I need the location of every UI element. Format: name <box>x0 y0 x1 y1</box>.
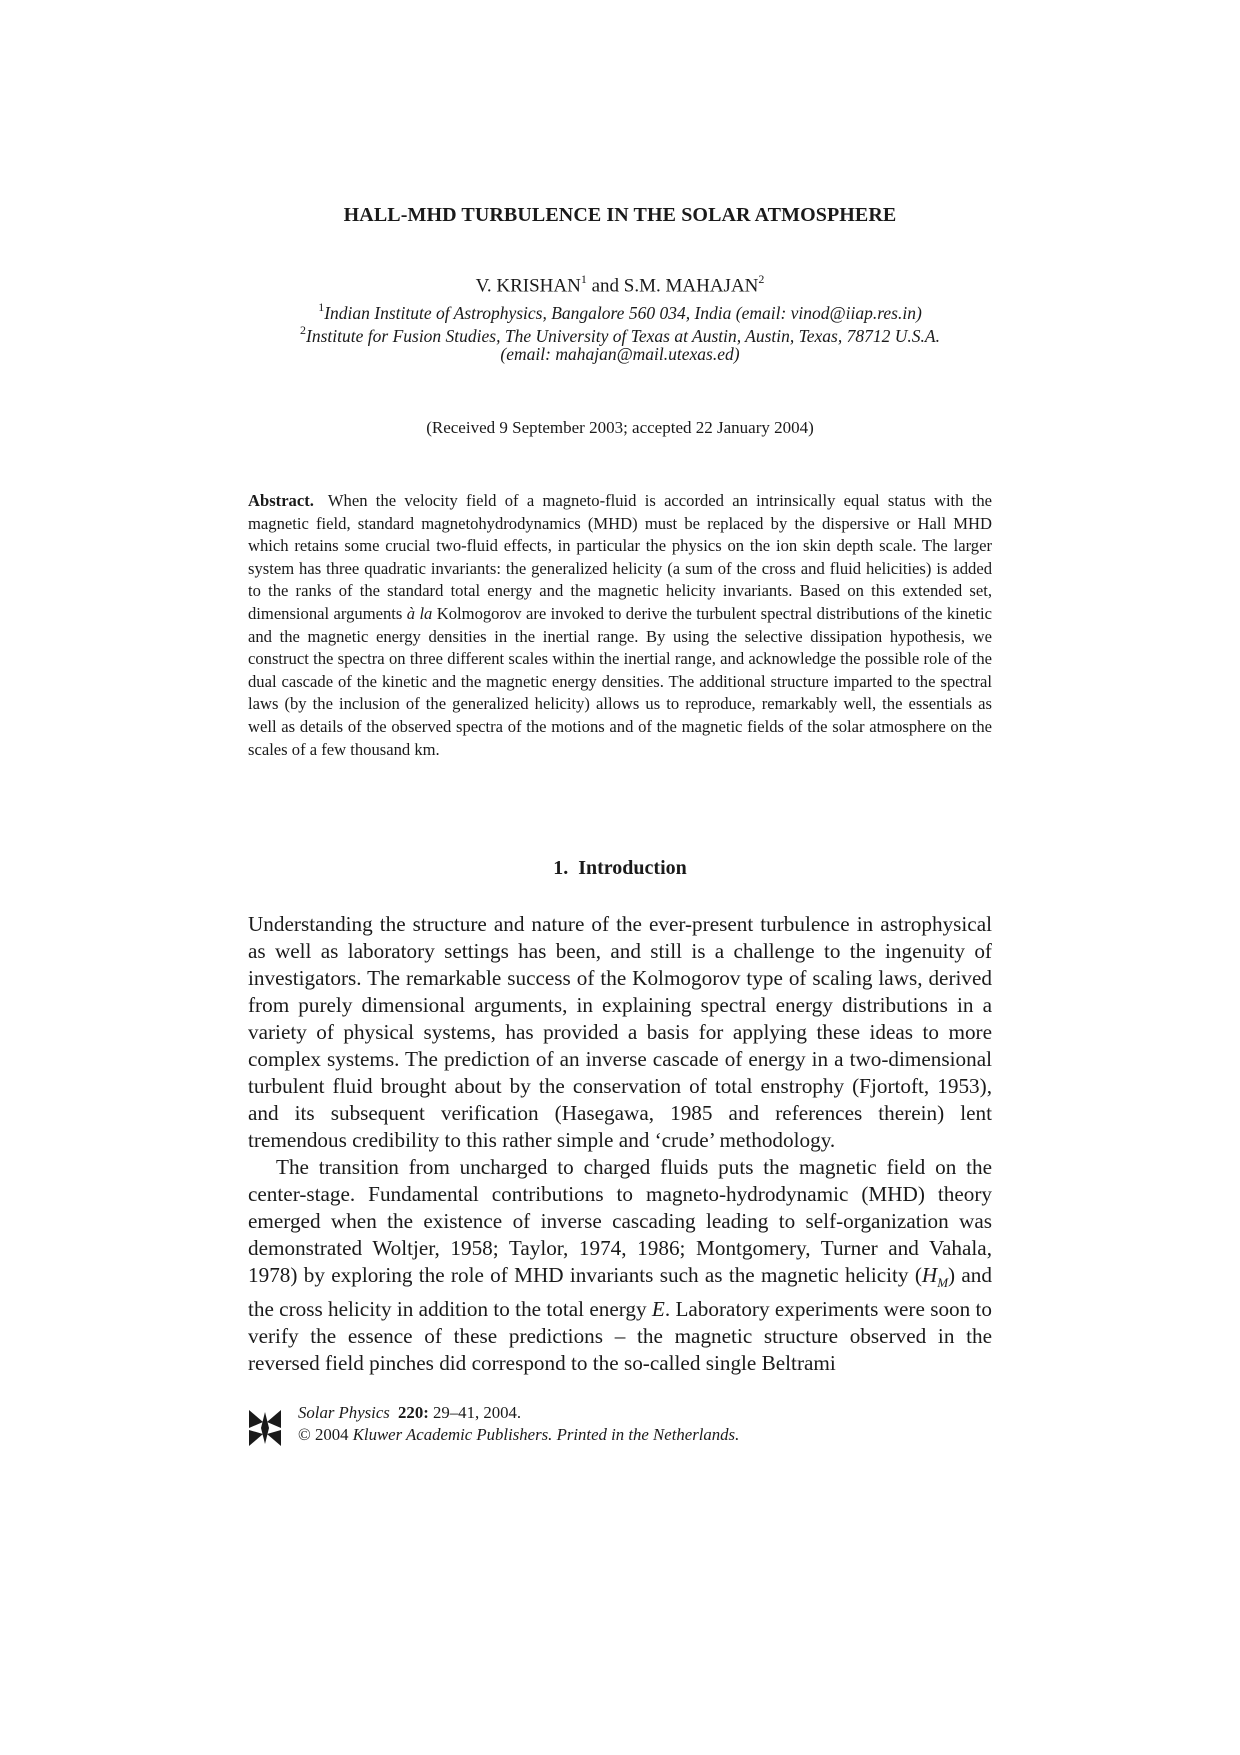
body-paragraph-2-c: . Laboratory experiments were soon to verify the essence of these predictions – the magnetic structure observed in the reversed field pinches did correspond to the so-called single Beltrami <box>248 1297 993 1376</box>
abstract-label: Abstract. <box>248 491 314 510</box>
journal-name: Solar Physics <box>298 1403 390 1422</box>
body-paragraph-2-b: ) and the cross helicity in addition to the total energy <box>248 1263 992 1322</box>
body-text <box>248 911 992 1377</box>
author-mahajan-mark: 2 <box>758 272 765 286</box>
abstract-italic-phrase: à la <box>406 603 433 623</box>
abstract-text-part2: Kolmogorov are invoked to derive the turbulent spectral distributions of the kinetic and the magnetic energy densities in the inertial range. By using the selective dissipation hypothesis, we construct the spectra on three different scales within the inertial range, and acknowledge the possible role of the dual cascade of the kinetic and the magnetic energy densities. The additional structure imparted to the spectral laws (by the inclusion of the generalized helicity) allows us to reproduce, remarkably well, the essentials as well as details of the observed spectra of the motions and of the magnetic fields of the solar atmosphere on the scales of a few thousand km. <box>248 603 993 759</box>
symbol-magnetic-helicity <box>921 1263 949 1291</box>
section-title-text: Introduction <box>578 857 687 879</box>
footer-lines <box>298 1402 948 1446</box>
body-paragraph-2 <box>248 1154 992 1377</box>
affiliation-1-mark: 1 <box>318 300 325 314</box>
abstract-text-part1: When the velocity field of a magneto-fluid is accorded an intrinsically equal status with the magnetic field, standard magnetohydrodynamics (MHD) must be replaced by the dispersive or Hall MHD which retains some crucial two-fluid effects, in particular the physics on the ion skin depth scale. The larger system has three quadratic invariants: the generalized helicity (a sum of the cross and fluid helicities) is added to the ranks of the standard total energy and the magnetic helicity invariants. Based on this extended set, dimensional arguments <box>248 491 992 623</box>
symbol-energy: E <box>651 1297 665 1322</box>
footer-citation <box>298 1402 948 1424</box>
section-number: 1. <box>553 857 569 879</box>
symbol-h: H <box>921 1263 938 1287</box>
author-mahajan: S.M. MAHAJAN <box>623 275 759 297</box>
journal-volume: 220: <box>398 1403 429 1422</box>
body-paragraph-1: Understanding the structure and nature of the ever-present turbulence in astrophysical as well as laboratory settings has been, and still is a challenge to the ingenuity of investigators. The remarkable success of the Kolmogorov type of scaling laws, derived from purely dimensional arguments, in explaining spectral energy distributions in a variety of physical systems, has provided a basis for applying these ideas to more complex systems. The prediction of an inverse cascade of energy in a two-dimensional turbulent fluid brought about by the conservation of total enstrophy (Fjortoft, 1953), and its subsequent verification (Hasegawa, 1985 and references therein) lent tremendous credibility to this rather simple and ‘crude’ methodology. <box>248 912 992 1152</box>
kluwer-logo-icon <box>248 1408 282 1448</box>
printed-note: Printed in the Netherlands. <box>556 1425 740 1444</box>
copyright-year: © 2004 <box>298 1425 349 1444</box>
affiliation-1-text: Indian Institute of Astrophysics, Bangalore 560 034, India (email: vinod@iiap.res.in) <box>324 302 922 323</box>
author-conjunction: and <box>591 275 620 297</box>
author-line <box>248 273 992 297</box>
abstract <box>248 490 992 761</box>
received-dates: (Received 9 September 2003; accepted 22 January 2004) <box>426 418 814 437</box>
body-paragraph-2-a: The transition from uncharged to charged fluids puts the magnetic field on the center-stage. Fundamental contributions to magneto-hydrodynamic (MHD) theory emerged when the existence of inverse cascading leading to self-organization was demonstrated Woltjer, 1958; Taylor, 1974, 1986; Montgomery, Turner and Vahala, 1978) by exploring the role of MHD invariants such as the magnetic helicity ( <box>248 1155 992 1287</box>
affiliation-2-email: (email: mahajan@mail.utexas.ed) <box>500 344 740 364</box>
journal-pages: 29–41, 2004. <box>433 1403 522 1422</box>
paper-title: HALL-MHD TURBULENCE IN THE SOLAR ATMOSPHERE <box>343 204 897 226</box>
symbol-h-subscript: M <box>937 1275 949 1291</box>
publisher-name: Kluwer Academic Publishers. <box>352 1425 553 1444</box>
footer-copyright <box>298 1424 948 1446</box>
section-heading <box>248 857 992 880</box>
author-krishan: V. KRISHAN <box>475 275 581 297</box>
author-krishan-mark: 1 <box>580 272 587 286</box>
affiliation-2-mark: 2 <box>300 323 307 337</box>
affiliation-2-text: Institute for Fusion Studies, The University of Texas at Austin, Austin, Texas, 78712 U.S.A. <box>306 325 940 346</box>
